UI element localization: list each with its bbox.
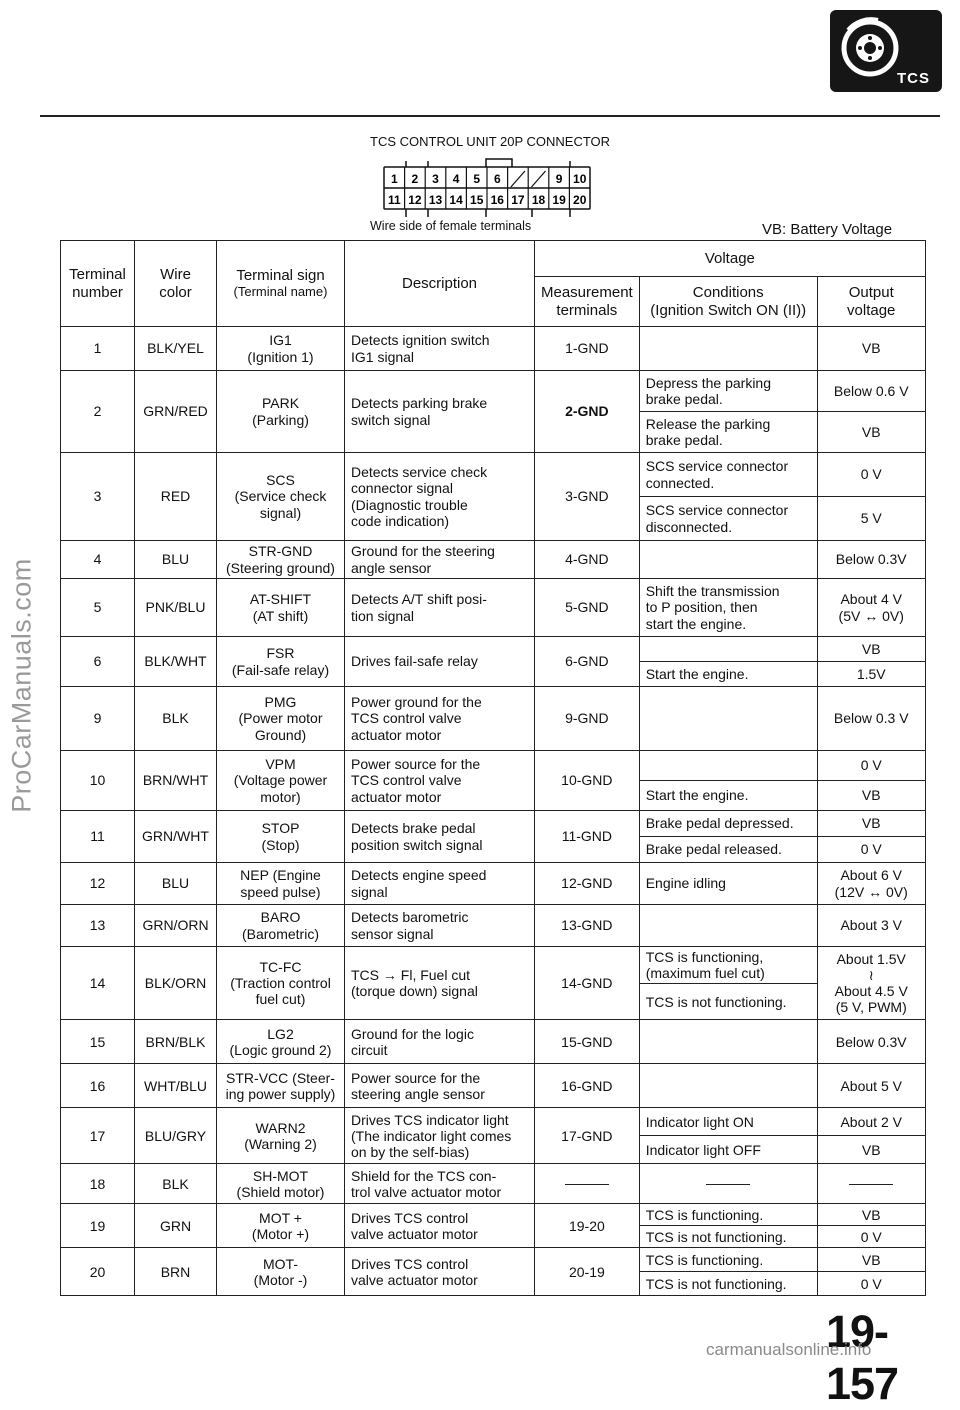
output-voltage-cell: 0 V (817, 1272, 925, 1296)
measurement-terminals-cell: 1-GND (535, 327, 640, 371)
connector-title: TCS CONTROL UNIT 20P CONNECTOR (370, 134, 611, 149)
table-row (61, 1248, 926, 1272)
wire-color-cell: BRN/WHT (135, 751, 217, 811)
terminal-sign-cell: SH-MOT (Shield motor) (217, 1164, 345, 1204)
header-description: Description (345, 241, 535, 327)
description-cell: Drives TCS control valve actuator motor (345, 1204, 535, 1248)
terminal-number-cell: 9 (61, 687, 135, 751)
not-applicable-dash (706, 1184, 750, 1185)
terminal-sign-cell: STR-GND (Steering ground) (217, 541, 345, 579)
terminal-number-cell: 19 (61, 1204, 135, 1248)
connector-pin-bottom: 20 (573, 193, 587, 207)
wire-color-cell: BLU (135, 863, 217, 905)
connector-pin-bottom: 17 (511, 193, 525, 207)
terminal-number-cell: 6 (61, 637, 135, 687)
output-voltage-cell: 0 V (817, 1226, 925, 1248)
condition-cell (639, 751, 817, 781)
wire-color-cell: BLK/YEL (135, 327, 217, 371)
description-cell: TCS → Fl, Fuel cut (torque down) signal (345, 947, 535, 1020)
condition-cell: Engine idling (639, 863, 817, 905)
terminal-sign-cell: FSR (Fail-safe relay) (217, 637, 345, 687)
condition-cell: TCS is not functioning. (639, 984, 817, 1020)
wire-color-cell: GRN (135, 1204, 217, 1248)
output-voltage-cell: VB (817, 1248, 925, 1272)
condition-cell (639, 1020, 817, 1064)
measurement-terminals-cell: 10-GND (535, 751, 640, 811)
measurement-terminals-cell: 3-GND (535, 453, 640, 541)
measurement-terminals-cell: 19-20 (535, 1204, 640, 1248)
terminal-number-cell: 1 (61, 327, 135, 371)
output-voltage-cell: Below 0.6 V (817, 371, 925, 412)
output-voltage-cell: About 6 V (12V ↔ 0V) (817, 863, 925, 905)
battery-voltage-note: VB: Battery Voltage (762, 221, 893, 238)
condition-cell: SCS service connector disconnected. (639, 497, 817, 541)
condition-cell: TCS is functioning. (639, 1248, 817, 1272)
header-terminal-sign: Terminal sign (Terminal name) (217, 241, 345, 327)
empty-pin-slash (511, 171, 525, 187)
output-voltage-cell: 5 V (817, 497, 925, 541)
header-conditions: Conditions (Ignition Switch ON (II)) (639, 277, 817, 327)
condition-cell (639, 327, 817, 371)
header-rule (40, 115, 940, 117)
wire-color-cell: WHT/BLU (135, 1064, 217, 1108)
condition-cell: Start the engine. (639, 662, 817, 687)
measurement-terminals-cell: 17-GND (535, 1108, 640, 1164)
connector-pin-bottom: 11 (387, 193, 401, 207)
measurement-terminals-cell: 4-GND (535, 541, 640, 579)
condition-cell: Indicator light OFF (639, 1136, 817, 1164)
description-cell: Detects parking brake switch signal (345, 371, 535, 453)
connector-diagram (382, 155, 594, 223)
description-cell: Detects brake pedal position switch signal (345, 811, 535, 863)
terminal-number-cell: 20 (61, 1248, 135, 1296)
connector-pin-top: 10 (573, 172, 587, 186)
terminal-sign-cell: MOT- (Motor -) (217, 1248, 345, 1296)
description-cell: Shield for the TCS con- trol valve actuator motor (345, 1164, 535, 1204)
measurement-terminals-cell: 12-GND (535, 863, 640, 905)
watermark: ProCarManuals.com (6, 558, 37, 813)
terminal-sign-cell: VPM (Voltage power motor) (217, 751, 345, 811)
measurement-terminals-cell: 14-GND (535, 947, 640, 1020)
condition-cell: Indicator light ON (639, 1108, 817, 1136)
connector-pin-bottom: 18 (531, 193, 546, 207)
terminal-number-cell: 11 (61, 811, 135, 863)
connector-pin-top: 2 (411, 172, 419, 186)
connector-pin-bottom: 12 (408, 193, 422, 207)
logo-text: TCS (897, 70, 930, 87)
output-voltage-cell: VB (817, 637, 925, 662)
terminal-number-cell: 13 (61, 905, 135, 947)
terminal-number-cell: 15 (61, 1020, 135, 1064)
terminal-sign-cell: WARN2 (Warning 2) (217, 1108, 345, 1164)
measurement-terminals-cell: 20-19 (535, 1248, 640, 1296)
description-cell: Drives fail-safe relay (345, 637, 535, 687)
description-cell: Detects engine speed signal (345, 863, 535, 905)
terminal-sign-cell: SCS (Service check signal) (217, 453, 345, 541)
output-voltage-cell: Below 0.3V (817, 541, 925, 579)
terminal-number-cell: 12 (61, 863, 135, 905)
table-row (61, 1164, 926, 1204)
terminal-sign-cell: MOT + (Motor +) (217, 1204, 345, 1248)
condition-cell: Start the engine. (639, 781, 817, 811)
output-voltage-cell: VB (817, 811, 925, 837)
condition-cell (639, 687, 817, 751)
output-voltage-cell: 0 V (817, 837, 925, 863)
description-cell: Drives TCS indicator light (The indicator light comes on by the self-bias) (345, 1108, 535, 1164)
description-cell: Detects barometric sensor signal (345, 905, 535, 947)
terminal-number-cell: 18 (61, 1164, 135, 1204)
description-cell: Detects service check connector signal (Diagnostic trouble code indication) (345, 453, 535, 541)
terminal-sign-cell: STR-VCC (Steer- ing power supply) (217, 1064, 345, 1108)
table-row (61, 541, 926, 579)
measurement-terminals-cell: 11-GND (535, 811, 640, 863)
condition-cell: TCS is not functioning. (639, 1272, 817, 1296)
wire-color-cell: BLK (135, 1164, 217, 1204)
description-cell: Power source for the steering angle sensor (345, 1064, 535, 1108)
condition-cell: Release the parking brake pedal. (639, 412, 817, 453)
condition-cell (639, 541, 817, 579)
terminal-number-cell: 10 (61, 751, 135, 811)
measurement-terminals-cell: 5-GND (535, 579, 640, 637)
output-voltage-cell: About 1.5V ≀ About 4.5 V (5 V, PWM) (817, 947, 925, 1020)
table-row (61, 1020, 926, 1064)
table-row (61, 905, 926, 947)
terminal-number-cell: 2 (61, 371, 135, 453)
footer-watermark: carmanualsonline.info (706, 1340, 872, 1359)
wire-color-cell: BLK/WHT (135, 637, 217, 687)
condition-cell: SCS service connector connected. (639, 453, 817, 497)
header-terminal-number: Terminal number (61, 241, 135, 327)
connector-pin-bottom: 15 (470, 193, 484, 207)
connector-pin-top: 9 (555, 172, 563, 186)
connector-pin-top: 4 (452, 172, 460, 186)
terminal-sign-cell: TC-FC (Traction control fuel cut) (217, 947, 345, 1020)
table-row (61, 637, 926, 662)
table-row (61, 371, 926, 412)
output-voltage-cell: VB (817, 781, 925, 811)
connector-caption: Wire side of female terminals (370, 219, 532, 233)
measurement-terminals-cell: 2-GND (535, 371, 640, 453)
header-output-voltage: Output voltage (817, 277, 925, 327)
connector-pin-bottom: 16 (490, 193, 504, 207)
wire-color-cell: PNK/BLU (135, 579, 217, 637)
output-voltage-cell: VB (817, 1204, 925, 1226)
condition-cell (639, 1164, 817, 1204)
table-row (61, 751, 926, 781)
table-body (61, 327, 926, 1296)
output-voltage-cell: VB (817, 412, 925, 453)
wire-color-cell: BLU (135, 541, 217, 579)
terminal-number-cell: 17 (61, 1108, 135, 1164)
terminal-sign-cell: AT-SHIFT (AT shift) (217, 579, 345, 637)
wire-color-cell: GRN/RED (135, 371, 217, 453)
terminal-number-cell: 3 (61, 453, 135, 541)
output-voltage-cell: About 2 V (817, 1108, 925, 1136)
output-voltage-cell: 0 V (817, 453, 925, 497)
connector-pin-top: 3 (432, 172, 439, 186)
terminal-sign-cell: STOP (Stop) (217, 811, 345, 863)
not-applicable-dash (849, 1184, 893, 1185)
output-voltage-cell: Below 0.3V (817, 1020, 925, 1064)
condition-cell: Brake pedal depressed. (639, 811, 817, 837)
terminal-sign-cell: BARO (Barometric) (217, 905, 345, 947)
output-voltage-cell: Below 0.3 V (817, 687, 925, 751)
terminal-sign-cell: PMG (Power motor Ground) (217, 687, 345, 751)
description-cell: Ground for the steering angle sensor (345, 541, 535, 579)
condition-cell: TCS is not functioning. (639, 1226, 817, 1248)
empty-pin-slash (532, 171, 546, 187)
table-row (61, 811, 926, 837)
description-cell: Power source for the TCS control valve actuator motor (345, 751, 535, 811)
wire-color-cell: BLK (135, 687, 217, 751)
measurement-terminals-cell (535, 1164, 640, 1204)
table-row (61, 579, 926, 637)
wire-color-cell: BLK/ORN (135, 947, 217, 1020)
table-row (61, 327, 926, 371)
terminal-number-cell: 16 (61, 1064, 135, 1108)
header-measurement-terminals: Measurement terminals (535, 277, 640, 327)
connector-pin-bottom: 14 (449, 193, 463, 207)
terminal-sign-cell: PARK (Parking) (217, 371, 345, 453)
output-voltage-cell: 0 V (817, 751, 925, 781)
brake-disc-icon (838, 16, 902, 80)
condition-cell (639, 905, 817, 947)
connector-pin-top: 5 (473, 172, 481, 186)
header-voltage: Voltage (535, 241, 926, 277)
not-applicable-dash (565, 1184, 609, 1185)
connector-pin-bottom: 13 (428, 193, 443, 207)
output-voltage-cell: About 5 V (817, 1064, 925, 1108)
terminal-table (60, 240, 926, 1296)
table-row (61, 687, 926, 751)
terminal-number-cell: 14 (61, 947, 135, 1020)
condition-cell (639, 637, 817, 662)
table-row (61, 863, 926, 905)
wire-color-cell: RED (135, 453, 217, 541)
terminal-number-cell: 4 (61, 541, 135, 579)
page-number: 19-157 (826, 1306, 899, 1409)
table-row (61, 1064, 926, 1108)
output-voltage-cell: About 4 V (5V ↔ 0V) (817, 579, 925, 637)
description-cell: Detects A/T shift posi- tion signal (345, 579, 535, 637)
terminal-sign-cell: LG2 (Logic ground 2) (217, 1020, 345, 1064)
wire-color-cell: BRN (135, 1248, 217, 1296)
table-row (61, 947, 926, 984)
description-cell: Ground for the logic circuit (345, 1020, 535, 1064)
connector-pin-top: 1 (390, 172, 398, 186)
condition-cell: TCS is functioning, (maximum fuel cut) (639, 947, 817, 984)
terminal-number-cell: 5 (61, 579, 135, 637)
table-row (61, 1204, 926, 1226)
description-cell: Detects ignition switch IG1 signal (345, 327, 535, 371)
measurement-terminals-cell: 15-GND (535, 1020, 640, 1064)
table-row (61, 1108, 926, 1136)
wire-color-cell: GRN/WHT (135, 811, 217, 863)
connector-pin-top: 6 (493, 172, 501, 186)
condition-cell: Depress the parking brake pedal. (639, 371, 817, 412)
connector-pin-bottom: 19 (552, 193, 566, 207)
wire-color-cell: BLU/GRY (135, 1108, 217, 1164)
output-voltage-cell (817, 1164, 925, 1204)
condition-cell: TCS is functioning. (639, 1204, 817, 1226)
condition-cell: Shift the transmission to P position, then start the engine. (639, 579, 817, 637)
description-cell: Drives TCS control valve actuator motor (345, 1248, 535, 1296)
output-voltage-cell: VB (817, 327, 925, 371)
wire-color-cell: BRN/BLK (135, 1020, 217, 1064)
output-voltage-cell: 1.5V (817, 662, 925, 687)
table-row (61, 453, 926, 497)
header-wire-color: Wire color (135, 241, 217, 327)
output-voltage-cell: VB (817, 1136, 925, 1164)
terminal-sign-cell: IG1 (Ignition 1) (217, 327, 345, 371)
measurement-terminals-cell: 13-GND (535, 905, 640, 947)
measurement-terminals-cell: 9-GND (535, 687, 640, 751)
wire-color-cell: GRN/ORN (135, 905, 217, 947)
measurement-terminals-cell: 16-GND (535, 1064, 640, 1108)
measurement-terminals-cell: 6-GND (535, 637, 640, 687)
condition-cell (639, 1064, 817, 1108)
tcs-logo (830, 10, 942, 92)
condition-cell: Brake pedal released. (639, 837, 817, 863)
output-voltage-cell: About 3 V (817, 905, 925, 947)
description-cell: Power ground for the TCS control valve actuator motor (345, 687, 535, 751)
terminal-sign-cell: NEP (Engine speed pulse) (217, 863, 345, 905)
